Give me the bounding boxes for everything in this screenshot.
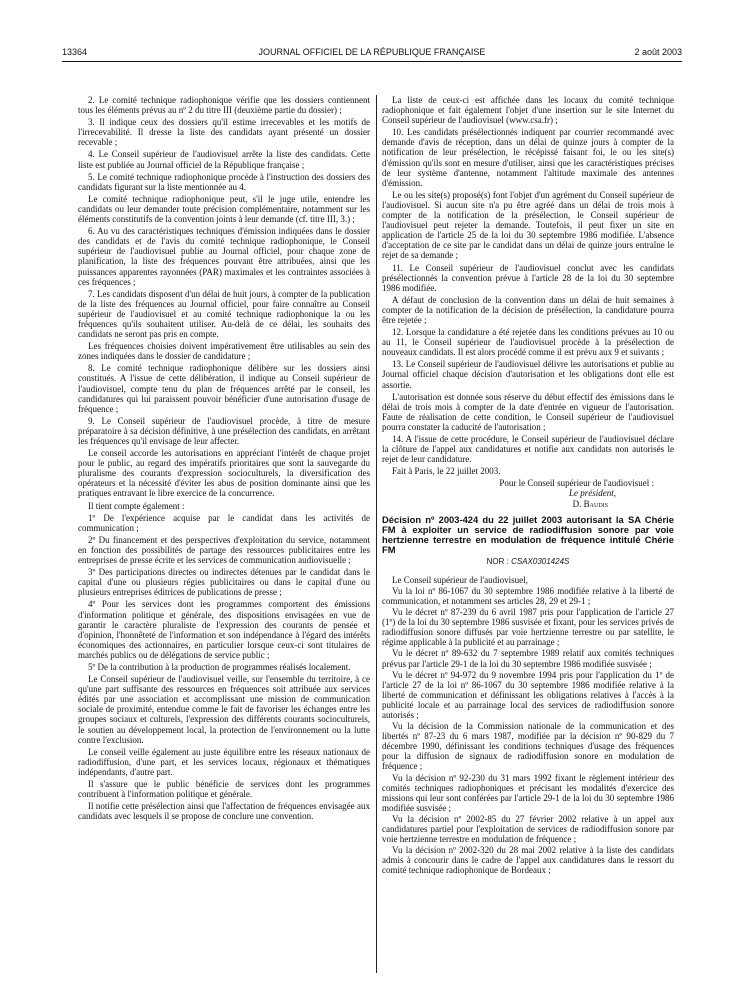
paragraph: 10. Les candidats présélectionnés indiquent par courrier recommandé avec demande d'avis de réception, dans un délai de quinze jours à compter de la notification de leur présélection, le récépissé faisant foi, le ou les site(s) d'émission qu'ils sont en mesure d'utiliser, ainsi que les caractéristiques précises de leur système d'antenne, notamment l'altitude maximale des antennes d'émission. bbox=[382, 127, 674, 188]
signature-line: Pour le Conseil supérieur de l'audiovisuel : bbox=[499, 478, 654, 489]
paragraph: Vu le décret nº 89-632 du 7 septembre 1989 relatif aux comités techniques prévus par l'article 29-1 de la loi du 30 septembre 1986 modifiée susvisée ; bbox=[382, 648, 674, 669]
header-rule bbox=[62, 61, 682, 62]
paragraph: Vu le décret nº 87-239 du 6 avril 1987 pris pour l'application de l'article 27 (1º) de la loi du 30 septembre 1986 susvisée et fixant, pour les services privés de radiodiffusion sonore diffusés par voie hertzienne terrestre ou par satellite, le régime applicable à la publicité et au parrainage ; bbox=[382, 607, 674, 648]
paragraph: 4. Le Conseil supérieur de l'audiovisuel arrête la liste des candidats. Cette liste est publiée au Journal officiel de la République française ; bbox=[78, 149, 370, 170]
nor-code: CSAX0301424S bbox=[511, 556, 570, 566]
paragraph: Les fréquences choisies doivent impérativement être utilisables au sein des zones indiquées dans le dossier de candidature ; bbox=[78, 341, 370, 362]
paragraph: 7. Les candidats disposent d'un délai de huit jours, à compter de la publication de la liste des fréquences au Journal officiel, pour faire connaître au Conseil supérieur de l'audiovisuel et au comité technique radiophonique la ou les fréquences qu'ils souhaitent utiliser. Au-delà de ce délai, les souhaits des candidats ne seront pas pris en compte. bbox=[78, 288, 370, 340]
paragraph: 4º Pour les services dont les programmes comportent des émissions d'information politique et générale, des dispositions envisagées en vue de garantir le caractère pluraliste de l'expression des courants de pensée et d'opinion, l'honnêteté de l'information et son indépendance à l'égard des intérêts économiques des actionnaires, en particulier lorsque ceux-ci sont titulaires de marchés publics ou de délégations de service public ; bbox=[78, 599, 370, 660]
paragraph: Il s'assure que le public bénéficie de services dont les programmes contribuent à l'information politique et générale. bbox=[78, 779, 370, 800]
paragraph: Fait à Paris, le 22 juillet 2003. bbox=[392, 466, 501, 477]
paragraph: L'autorisation est donnée sous réserve du début effectif des émissions dans le délai de trois mois à compter de la date d'entrée en vigueur de l'autorisation. Faute de réalisation de cette condition, le Conseil supérieur de l'audiovisuel pourra constater la caducité de l'autorisation ; bbox=[382, 391, 674, 432]
paragraph: 3º Des participations directes ou indirectes détenues par le candidat dans le capital d'une ou plusieurs régies publicitaires ou dans le capital d'une ou plusieurs entreprises éditrices de publications de presse ; bbox=[78, 567, 370, 598]
paragraph: La liste de ceux-ci est affichée dans les locaux du comité technique radiophonique et fait également l'objet d'une insertion sur le site Internet du Conseil supérieur de l'audiovisuel (www.csa.fr) ; bbox=[382, 95, 674, 126]
paragraph: 6. Au vu des caractéristiques techniques d'émission indiquées dans le dossier des candidats et de l'avis du comité technique radiophonique, le Conseil supérieur de l'audiovisuel publie au Journal officiel, pour chaque zone de planification, la liste des fréquences pouvant être attribuées, ainsi que les puissances apparentes rayonnées (PAR) maximales et les contraintes associées à ces fréquences ; bbox=[78, 226, 370, 287]
paragraph: Vu la décision nº 2002-85 du 27 février 2002 relative à un appel aux candidatures partiel pour l'exploitation de services de radiodiffusion sonore par voie hertzienne terrestre en modulation de fréquence ; bbox=[382, 813, 674, 845]
paragraph: Le conseil accorde les autorisations en appréciant l'intérêt de chaque projet pour le public, au regard des impératifs prioritaires que sont la sauvegarde du pluralisme des courants d'expression socioculturels, la diversification des opérateurs et la nécessité d'éviter les abus de position dominante ainsi que les pratiques entravant le libre exercice de la concurrence. bbox=[78, 448, 370, 499]
paragraph: 12. Lorsque la candidature a été rejetée dans les conditions prévues au 10 ou au 11, le Conseil supérieur de l'audiovisuel procède à la présélection de nouveaux candidats. Il est alors procédé comme il est prévu aux 9 et suivants ; bbox=[382, 327, 674, 358]
paragraph: Il notifie cette présélection ainsi que l'affectation de fréquences envisagée aux candidats avec lesquels il se propose de conclure une convention. bbox=[78, 801, 370, 822]
right-column bbox=[382, 95, 674, 876]
paragraph: 14. A l'issue de cette procédure, le Conseil supérieur de l'audiovisuel déclare la clôture de l'appel aux candidatures et notifie aux candidats non autorisés le rejet de leur candidature. bbox=[382, 434, 674, 465]
paragraph: 8. Le comité technique radiophonique délibère sur les dossiers ainsi constitués. A l'issue de cette délibération, il indique au Conseil supérieur de l'audiovisuel, compte tenu du plan de fréquences arrêté par le conseil, les candidatures qui lui paraissent pouvoir bénéficier d'une autorisation d'usage de fréquence ; bbox=[78, 363, 370, 414]
paragraph: Vu la loi nº 86-1067 du 30 septembre 1986 modifiée relative à la liberté de communication, et notamment ses articles 28, 29 et 29-1 ; bbox=[382, 585, 674, 606]
page-number: 13364 bbox=[62, 47, 88, 57]
paragraph: 2. Le comité technique radiophonique vérifie que les dossiers contiennent tous les éléments prévus au nº 2 du titre III (deuxième partie du dossier) ; bbox=[78, 95, 370, 116]
decision-title: Décision nº 2003-424 du 22 juillet 2003 autorisant la SA Chérie FM à exploiter un service de radiodiffusion sonore par voie hertzienne terrestre en modulation de fréquence intitulé Chérie FM bbox=[382, 513, 674, 555]
paragraph: 3. Il indique ceux des dossiers qu'il estime irrecevables et les motifs de l'irrecevabilité. Il dresse la liste des candidats ayant présenté un dossier recevable ; bbox=[78, 117, 370, 148]
paragraph: Vu la décision de la Commission nationale de la communication et des libertés nº 87-23 du 6 mars 1987, modifiée par la décision nº 90-829 du 7 décembre 1990, définissant les conditions techniques d'usage des fréquences pour la diffusion de signaux de radiodiffusion sonore en modulation de fréquence ; bbox=[382, 721, 674, 772]
paragraph: Le ou les site(s) proposé(s) font l'objet d'un agrément du Conseil supérieur de l'audiovisuel. Si aucun site n'a pu être agréé dans un délai de trois mois à compter de la notification de la présélection, le Conseil supérieur de l'audiovisuel peut rejeter la demande. Toutefois, il peut fixer un site en application de l'article 25 de la loi du 30 septembre 1986 modifiée. L'absence d'acceptation de ce site par le candidat dans un délai de quinze jours entraîne le rejet de sa demande ; bbox=[382, 189, 674, 261]
nor-reference bbox=[382, 557, 674, 567]
publication-date: 2 août 2003 bbox=[634, 47, 682, 57]
nor-label: NOR : bbox=[486, 556, 509, 566]
paragraph: 5º De la contribution à la production de programmes réalisés localement. bbox=[88, 661, 351, 672]
paragraph: Vu la décision nº 2002-320 du 28 mai 2002 relative à la liste des candidats admis à concourir dans le cadre de l'appel aux candidatures dans le ressort du comité technique radiophonique de Bordeaux ; bbox=[382, 845, 674, 876]
paragraph: Le conseil veille également au juste équilibre entre les réseaux nationaux de radiodiffusion, d'une part, et les services locaux, régionaux et thématiques indépendants, d'autre part. bbox=[78, 746, 370, 777]
journal-title: JOURNAL OFFICIEL DE LA RÉPUBLIQUE FRANÇAISE bbox=[258, 47, 486, 57]
paragraph: A défaut de conclusion de la convention dans un délai de huit semaines à compter de la notification de la décision de présélection, la candidature pourra être rejetée ; bbox=[382, 294, 674, 325]
paragraph: Il tient compte également : bbox=[88, 500, 185, 511]
paragraph: 11. Le Conseil supérieur de l'audiovisuel conclut avec les candidats présélectionnés la convention prévue à l'article 28 de la loi du 30 septembre 1986 modifiée. bbox=[382, 262, 674, 293]
paragraph: Vu la décision nº 92-230 du 31 mars 1992 fixant le règlement intérieur des comités techniques radiophoniques et précisant les modalités d'exercice des missions qui leur sont conférées par l'article 29-1 de la loi du 30 septembre 1986 modifiée susvisée ; bbox=[382, 772, 674, 813]
paragraph: 1º De l'expérience acquise par le candidat dans les activités de communication ; bbox=[78, 512, 370, 533]
signature-block bbox=[382, 478, 674, 508]
paragraph: Le comité technique radiophonique peut, s'il le juge utile, entendre les candidats ou leur demander toute précision complémentaire, notamment sur les éléments constitutifs de la convention joints à leur demande (cf. titre III, 3.) ; bbox=[78, 193, 370, 225]
paragraph: 5. Le comité technique radiophonique procède à l'instruction des dossiers des candidats figurant sur la liste mentionnée au 4. bbox=[78, 171, 370, 192]
paragraph: Le Conseil supérieur de l'audiovisuel veille, sur l'ensemble du territoire, à ce qu'une part suffisante des ressources en fréquences soit attribuée aux services édités par une association et accomplissant une mission de communication sociale de proximité, entendue comme le fait de favoriser les échanges entre les groupes sociaux et culturels, l'expression des différents courants socioculturels, le soutien au développement local, la protection de l'environnement ou la lutte contre l'exclusion. bbox=[78, 674, 370, 745]
signature-title: Le président, bbox=[569, 488, 616, 499]
left-column bbox=[78, 95, 370, 823]
paragraph: 13. Le Conseil supérieur de l'audiovisuel délivre les autorisations et publie au Journal officiel chaque décision d'autorisation et les obligations dont elle est assortie. bbox=[382, 359, 674, 390]
signature-name: D. Baudis bbox=[572, 498, 608, 509]
paragraph: 9. Le Conseil supérieur de l'audiovisuel procède, à titre de mesure préparatoire à sa décision définitive, à une présélection des candidats, en arrêtant les fréquences qu'il envisage de leur affecter. bbox=[78, 415, 370, 446]
paragraph: Vu le décret nº 94-972 du 9 novembre 1994 pris pour l'application du 1º de l'article 27 de la loi nº 86-1067 du 30 septembre 1986 modifiée relative à la liberté de communication et définissant les obligations relatives à l'accès à la publicité locale et au parrainage local des services de radiodiffusion sonore autorisés ; bbox=[382, 669, 674, 720]
page-header bbox=[62, 47, 682, 61]
paragraph: 2º Du financement et des perspectives d'exploitation du service, notamment en fonction des possibilités de partage des ressources publicitaires entre les entreprises de presse écrite et les services de communication audiovisuelle ; bbox=[78, 534, 370, 566]
column-divider bbox=[376, 95, 377, 973]
paragraph: Le Conseil supérieur de l'audiovisuel, bbox=[392, 574, 528, 585]
